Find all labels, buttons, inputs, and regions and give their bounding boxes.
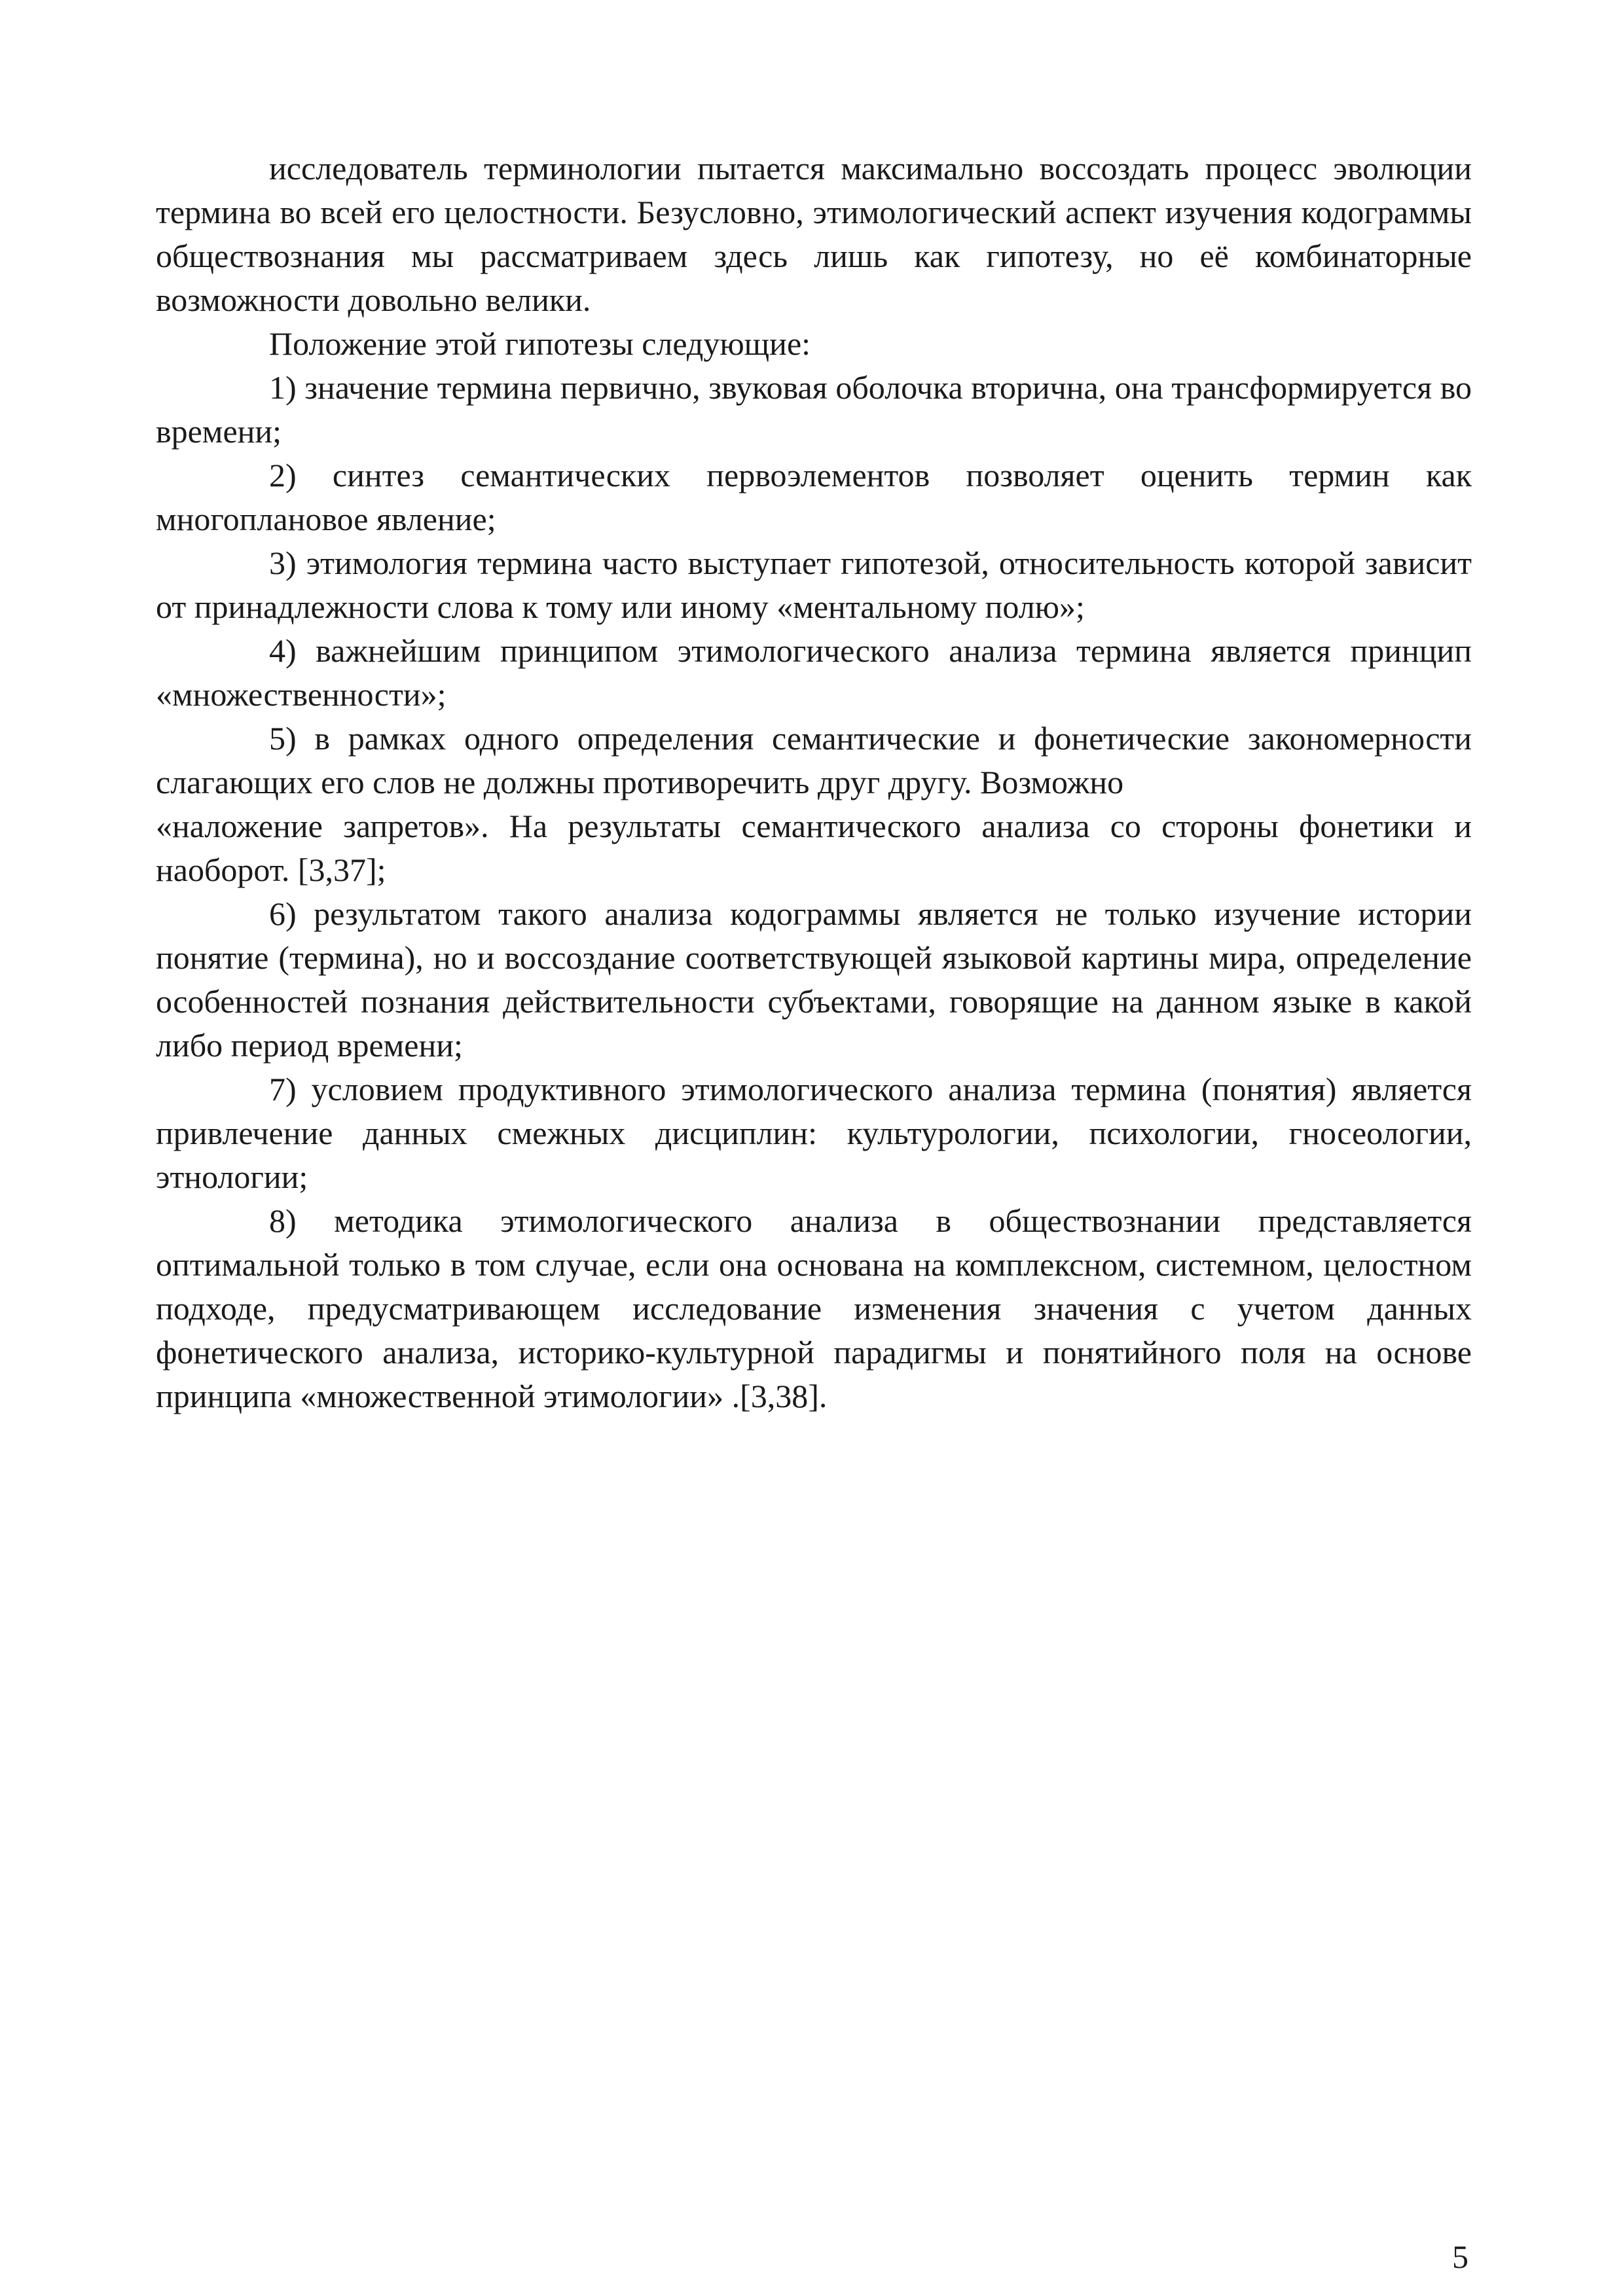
list-item-3: 3) этимология термина часто выступает гипотезой, относительность которой зависит от принадлежности слова к тому или иному «ментальному полю»; [156,545,1472,625]
list-item-2: 2) синтез семантических первоэлементов позволяет оценить термин как многоплановое явление; [156,457,1472,537]
list-item-1: 1) значение термина первично, звуковая оболочка вторична, она трансформируется во времени; [156,369,1472,450]
list-item-8: 8) методика этимологического анализа в обществознании представляется оптимальной только в том случае, если она основана на комплексном, системном, целостном подходе, предусматривающем исследование изменения значения с учетом данных фонетического анализа, историко-культурной парадигмы и понятийного поля на основе принципа «множественной этимологии» .[3,38]. [156,1202,1472,1414]
body-text [156,147,1472,1418]
paragraph-intro: исследователь терминологии пытается максимально воссоздать процесс эволюции термина во всей его целостности. Безусловно, этимологический аспект изучения кодограммы обществознания мы рассматриваем здесь лишь как гипотезу, но её комбинаторные возможности довольно велики. [156,150,1472,318]
paragraph-hypothesis-heading: Положение этой гипотезы следующие: [269,325,811,362]
list-item-5: 5) в рамках одного определения семантические и фонетические закономерности слагающих его слов не должны противоречить друг другу. Возможно [156,720,1472,800]
list-item-6: 6) результатом такого анализа кодограммы является не только изучение истории понятие (термина), но и воссоздание соответствующей языковой картины мира, определение особенностей познания действительности субъектами, говорящие на данном языке в какой либо период времени; [156,895,1472,1064]
page-number: 5 [1452,2238,1468,2275]
list-item-4: 4) важнейшим принципом этимологического анализа термина является принцип «множественности»; [156,632,1472,713]
list-item-7: 7) условием продуктивного этимологического анализа термина (понятия) является привлечение данных смежных дисциплин: культурологии, психологии, гносеологии, этнологии; [156,1071,1472,1195]
list-item-5-continuation: «наложение запретов». На результаты семантического анализа со стороны фонетики и наоборот. [3,37]; [156,808,1472,888]
